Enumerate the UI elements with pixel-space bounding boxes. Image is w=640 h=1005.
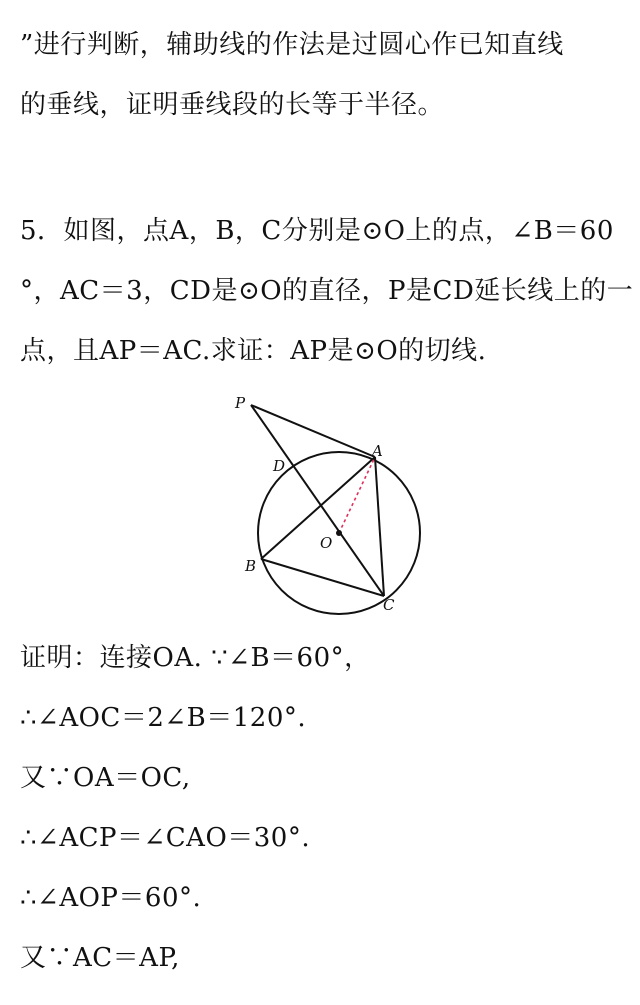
problem-line-1: 5．如图，点A，B，C分别是⊙O上的点，∠B＝60 (20, 216, 614, 246)
label-d: D (273, 457, 286, 475)
center-point-o (336, 530, 342, 536)
problem-line-3: 点，且AP＝AC.求证：AP是⊙O的切线. (20, 336, 487, 366)
label-b: B (245, 557, 257, 575)
label-c: C (383, 596, 395, 614)
label-p: P (235, 394, 246, 412)
label-o: O (320, 534, 333, 552)
proof-line-2: ∴∠AOC＝2∠B＝120°. (20, 703, 307, 733)
geometry-figure (225, 388, 435, 618)
label-a: A (372, 442, 383, 460)
proof-line-6: 又∵AC＝AP, (20, 943, 180, 973)
intro-line-2: 的垂线，证明垂线段的长等于半径。 (20, 90, 445, 120)
problem-line-2: °，AC＝3，CD是⊙O的直径，P是CD延长线上的一 (20, 276, 634, 306)
segment-oa-dashed (339, 457, 375, 533)
proof-line-3: 又∵OA＝OC, (20, 763, 191, 793)
segment-ac (375, 457, 384, 596)
proof-line-5: ∴∠AOP＝60°. (20, 883, 202, 913)
proof-line-1: 证明：连接OA. ∵∠B＝60°， (20, 643, 371, 673)
proof-line-4: ∴∠ACP＝∠CAO＝30°. (20, 823, 311, 853)
intro-line-1: ”进行判断，辅助线的作法是过圆心作已知直线 (20, 30, 564, 60)
segment-bc (261, 559, 384, 596)
